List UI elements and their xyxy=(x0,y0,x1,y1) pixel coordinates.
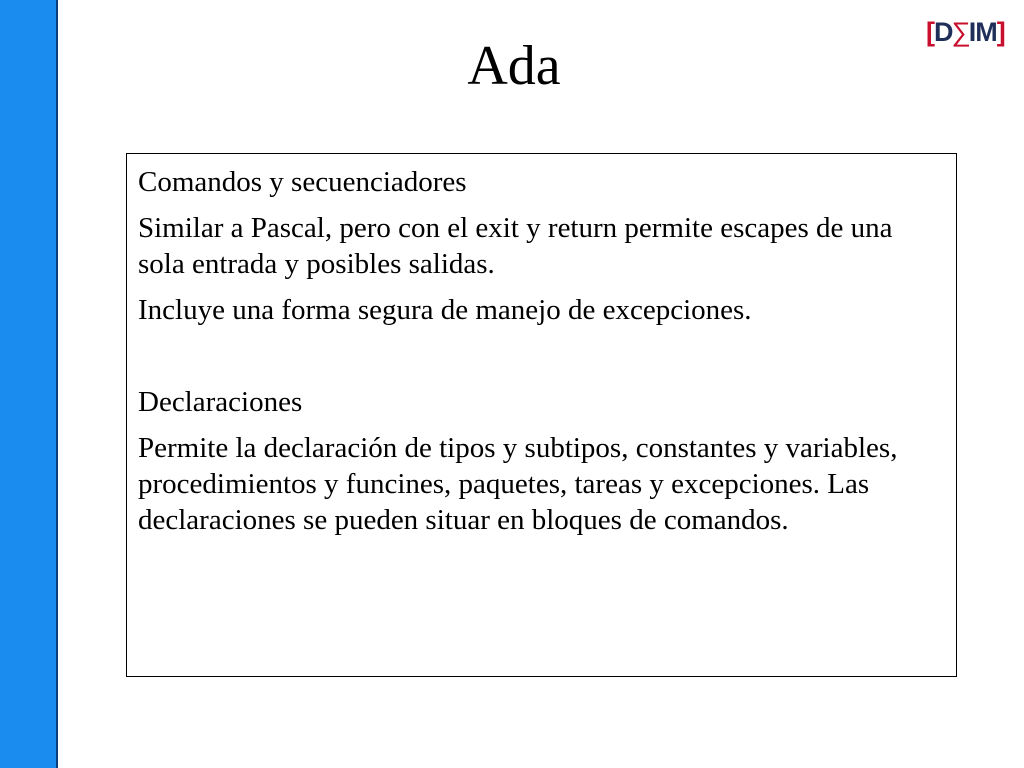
section-heading-declaraciones: Declaraciones xyxy=(138,386,303,418)
content-box xyxy=(126,153,957,677)
paragraph-declaraciones: Permite la declaración de tipos y subtipos, constantes y variables, procedimientos y funcines, paquetes, tareas y excepciones. Las declaraciones se pueden situar en bloques de comandos. xyxy=(138,432,898,536)
deim-logo xyxy=(926,16,1005,48)
paragraph-excepciones: Incluye una forma segura de manejo de excepciones. xyxy=(138,294,752,326)
section-heading-comandos: Comandos y secuenciadores xyxy=(138,166,467,198)
side-bar xyxy=(0,0,58,768)
spacer xyxy=(138,338,956,384)
logo-letters-im: IM xyxy=(968,17,997,47)
paragraph-pascal: Similar a Pascal, pero con el exit y return permite escapes de una sola entrada y posibles salidas. xyxy=(138,212,893,280)
logo-close-bracket: ] xyxy=(996,17,1005,47)
slide-title: Ada xyxy=(467,35,561,97)
logo-letter-d: D xyxy=(934,17,953,47)
logo-sigma: ∑ xyxy=(951,17,970,47)
logo-open-bracket: [ xyxy=(926,17,934,47)
